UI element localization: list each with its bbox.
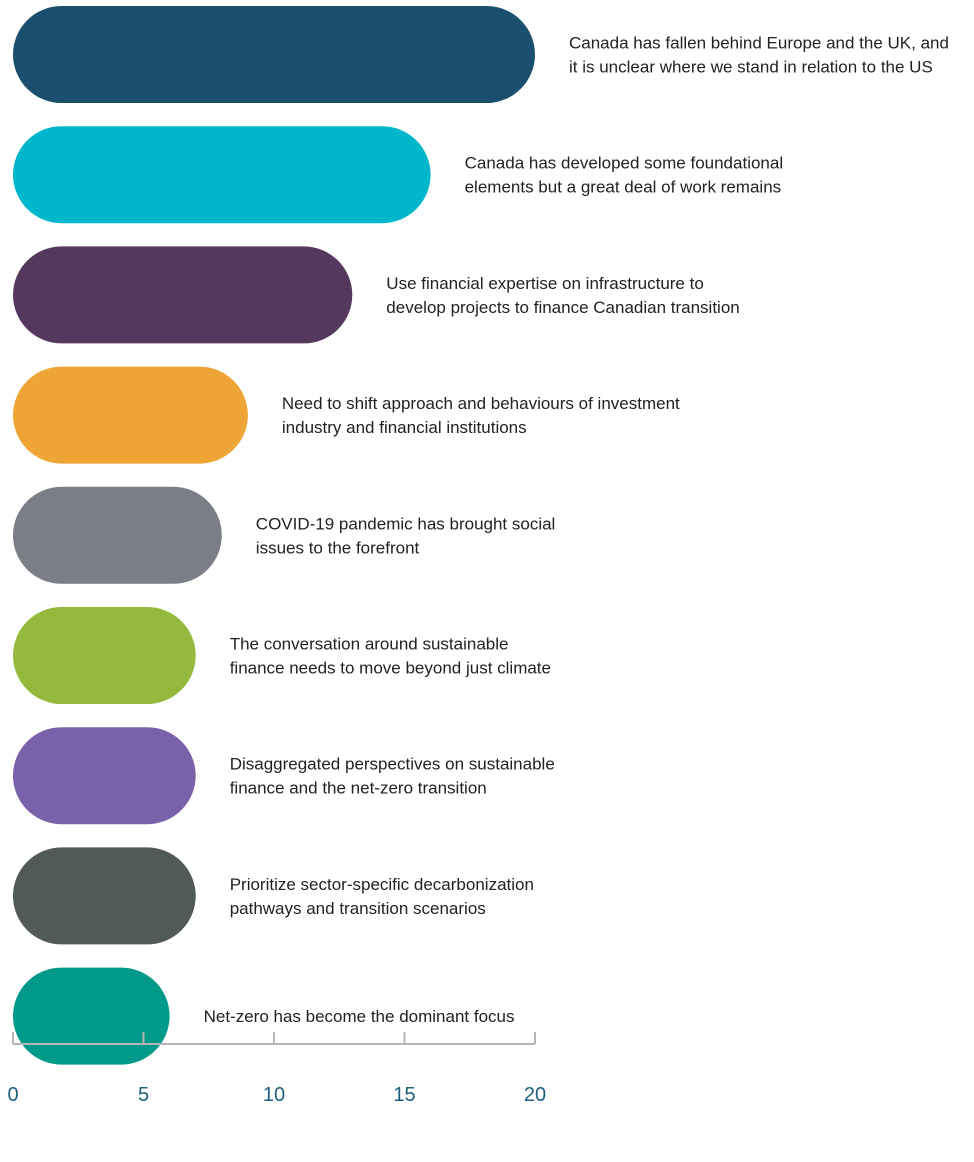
bar-7 xyxy=(13,727,196,824)
bar-label-line: Canada has developed some foundational xyxy=(464,153,784,173)
bar-label-3 xyxy=(386,274,739,317)
x-tick-label-0: 0 xyxy=(7,1084,19,1106)
bar-label-line: The conversation around sustainable xyxy=(229,634,509,654)
bar-label-8 xyxy=(230,875,534,918)
bar-label-line: pathways and transition scenarios xyxy=(229,898,486,918)
bar-label-line: issues to the forefront xyxy=(255,538,420,558)
bar-1 xyxy=(13,6,535,103)
bar-label-1 xyxy=(569,34,949,77)
bar-label-6 xyxy=(230,635,551,678)
bar-label-line: Need to shift approach and behaviours of investment xyxy=(281,394,680,414)
x-tick-label-20: 20 xyxy=(523,1084,547,1106)
bar-label-9 xyxy=(204,1007,515,1026)
bar-5 xyxy=(13,487,222,584)
bar-label-4 xyxy=(282,394,680,437)
bar-label-line: Prioritize sector-specific decarbonization xyxy=(229,874,534,894)
x-tick-label-5: 5 xyxy=(137,1084,150,1106)
bar-label-line: Net-zero has become the dominant focus xyxy=(203,1007,515,1027)
bar-2 xyxy=(13,126,431,223)
bar-label-line: Use financial expertise on infrastructure to xyxy=(386,273,704,293)
bar-label-line: elements but a great deal of work remains xyxy=(464,177,782,197)
bar-4 xyxy=(13,367,248,464)
bar-label-5 xyxy=(256,514,556,557)
x-axis xyxy=(7,1032,546,1106)
x-tick-label-15: 15 xyxy=(393,1084,416,1106)
x-tick-label-10: 10 xyxy=(262,1084,286,1106)
bar-3 xyxy=(13,246,352,343)
bar-label-7 xyxy=(230,755,555,798)
bar-label-line: Canada has fallen behind Europe and the UK, and xyxy=(569,33,949,53)
bar-9 xyxy=(13,968,170,1065)
bar-label-line: COVID-19 pandemic has brought social xyxy=(255,514,556,534)
bar-label-line: develop projects to finance Canadian transition xyxy=(386,297,740,317)
bar-6 xyxy=(13,607,196,704)
bar-8 xyxy=(13,847,196,944)
bar-label-2 xyxy=(465,154,784,197)
bar-label-line: Disaggregated perspectives on sustainable xyxy=(229,754,555,774)
bar-label-line: finance needs to move beyond just climate xyxy=(229,658,552,678)
bar-label-line: finance and the net-zero transition xyxy=(229,778,487,798)
bar-label-line: it is unclear where we stand in relation to the US xyxy=(569,57,933,77)
bar-label-line: industry and financial institutions xyxy=(281,418,527,438)
